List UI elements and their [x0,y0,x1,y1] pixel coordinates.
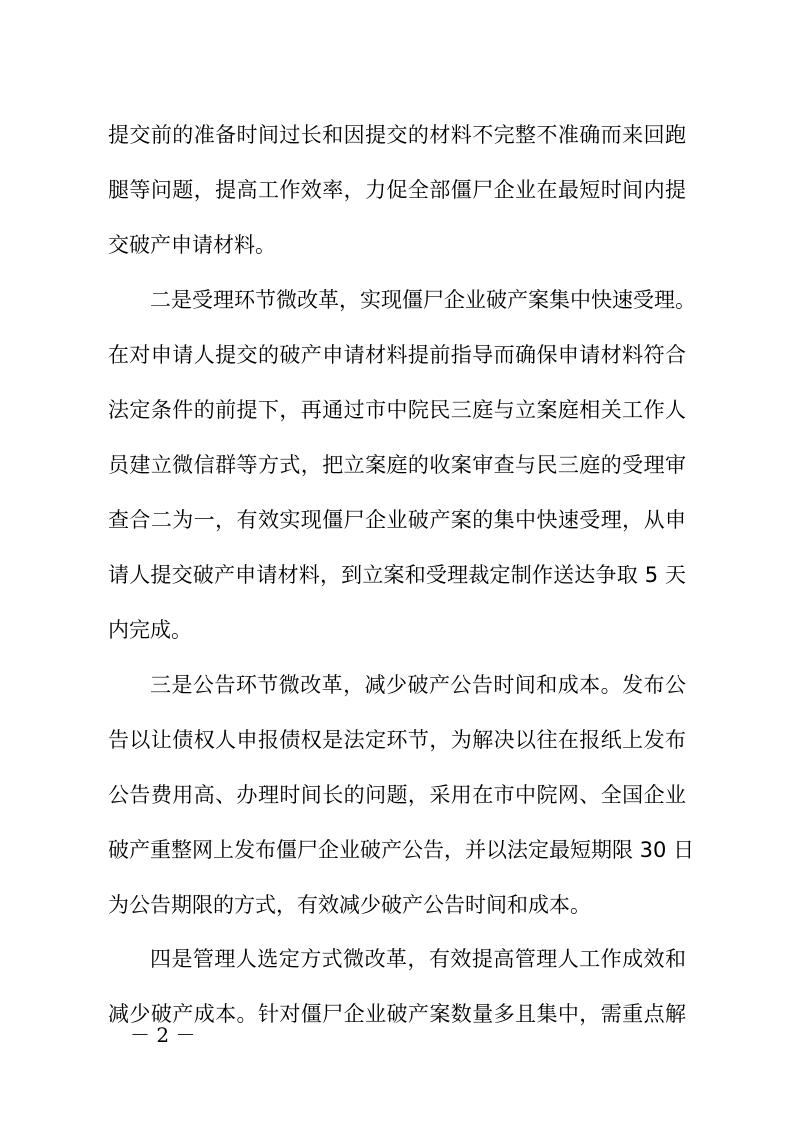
body-text-line: 提交前的准备时间过长和因提交的材料不完整不准确而来回跑 [108,123,686,147]
body-text-line: 在对申请人提交的破产申请材料提前指导而确保申请材料符合 [108,343,686,367]
body-text-line: 交破产申请材料。 [108,233,276,257]
body-text-line: 员建立微信群等方式，把立案庭的收案审查与民三庭的受理审 [108,453,686,477]
page-number: － 2 － [130,1023,196,1047]
paragraph-heading-line: 二是受理环节微改革，实现僵尸企业破产案集中快速受理。 [150,288,696,312]
paragraph-heading-line: 三是公告环节微改革，减少破产公告时间和成本。发布公 [150,673,686,697]
body-text-line: 法定条件的前提下，再通过市中院民三庭与立案庭相关工作人 [108,398,686,422]
body-text-line: 破产重整网上发布僵尸企业破产公告，并以法定最短期限 30 日 [108,838,695,862]
body-text-line: 腿等问题，提高工作效率，力促全部僵尸企业在最短时间内提 [108,178,686,202]
body-text-line: 公告费用高、办理时间长的问题，采用在市中院网、全国企业 [108,783,686,807]
paragraph-heading-line: 四是管理人选定方式微改革，有效提高管理人工作成效和 [150,947,686,971]
body-text-line: 请人提交破产申请材料，到立案和受理裁定制作送达争取 5 天 [108,563,686,587]
body-text-line: 减少破产成本。针对僵尸企业破产案数量多且集中，需重点解 [108,1002,686,1026]
body-text-line: 查合二为一，有效实现僵尸企业破产案的集中快速受理，从申 [108,508,686,532]
body-text-line: 为公告期限的方式，有效减少破产公告时间和成本。 [108,893,591,917]
body-text-line: 内完成。 [108,618,192,642]
body-text-line: 告以让债权人申报债权是法定环节，为解决以往在报纸上发布 [108,728,686,752]
